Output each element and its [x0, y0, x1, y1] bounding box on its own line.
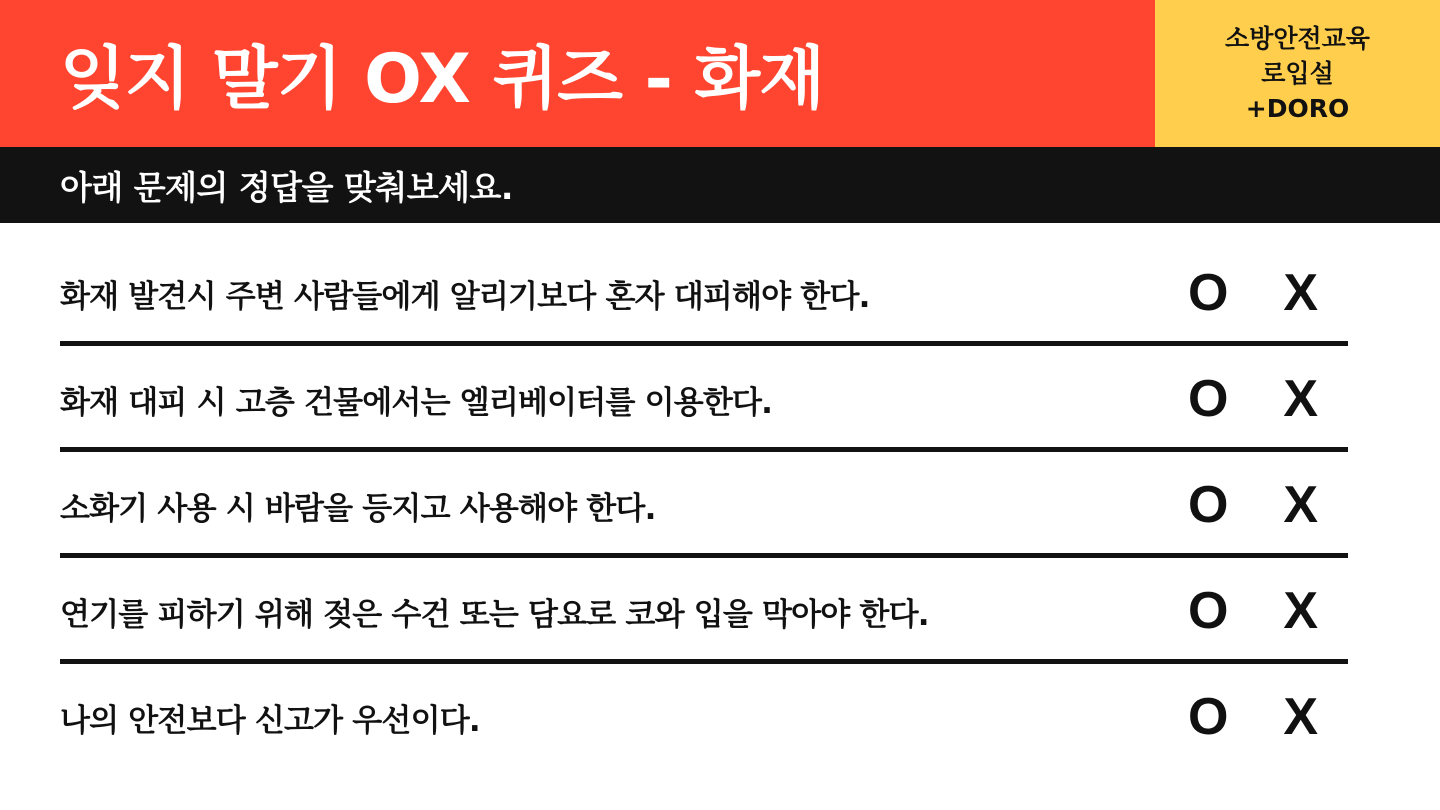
answer-x-button[interactable]: X [1283, 370, 1318, 428]
question-text: 연기를 피하기 위해 젖은 수건 또는 담요로 코와 입을 막아야 한다. [60, 596, 929, 633]
answer-o-button[interactable]: O [1188, 582, 1229, 640]
instruction-banner [0, 147, 1440, 223]
quiz-row [60, 240, 1348, 346]
answer-options [1168, 476, 1348, 534]
answer-options [1168, 264, 1348, 322]
question-text: 나의 안전보다 신고가 우선이다. [60, 702, 480, 739]
question-text: 화재 대피 시 고층 건물에서는 엘리베이터를 이용한다. [60, 384, 773, 421]
answer-x-button[interactable]: X [1283, 688, 1318, 746]
quiz-row [60, 664, 1348, 770]
quiz-row [60, 346, 1348, 452]
badge-line-3: +DORO [1245, 94, 1350, 123]
answer-o-button[interactable]: O [1188, 370, 1229, 428]
quiz-list [60, 240, 1348, 770]
answer-x-button[interactable]: X [1283, 582, 1318, 640]
badge-line-1: 소방안전교육 [1225, 24, 1370, 53]
page-title: 잊지 말기 OX 퀴즈 - 화재 [60, 40, 824, 119]
question-text: 소화기 사용 시 바람을 등지고 사용해야 한다. [60, 490, 656, 527]
answer-options [1168, 370, 1348, 428]
answer-x-button[interactable]: X [1283, 264, 1318, 322]
answer-o-button[interactable]: O [1188, 264, 1229, 322]
answer-o-button[interactable]: O [1188, 476, 1229, 534]
course-badge [1155, 0, 1440, 147]
quiz-row [60, 452, 1348, 558]
answer-x-button[interactable]: X [1283, 476, 1318, 534]
quiz-row [60, 558, 1348, 664]
answer-options [1168, 582, 1348, 640]
answer-o-button[interactable]: O [1188, 688, 1229, 746]
title-banner [0, 0, 1155, 147]
instruction-text: 아래 문제의 정답을 맞춰보세요. [60, 167, 513, 207]
question-text: 화재 발견시 주변 사람들에게 알리기보다 혼자 대피해야 한다. [60, 278, 870, 315]
answer-options [1168, 688, 1348, 746]
badge-line-2: 로입설 [1261, 59, 1334, 88]
